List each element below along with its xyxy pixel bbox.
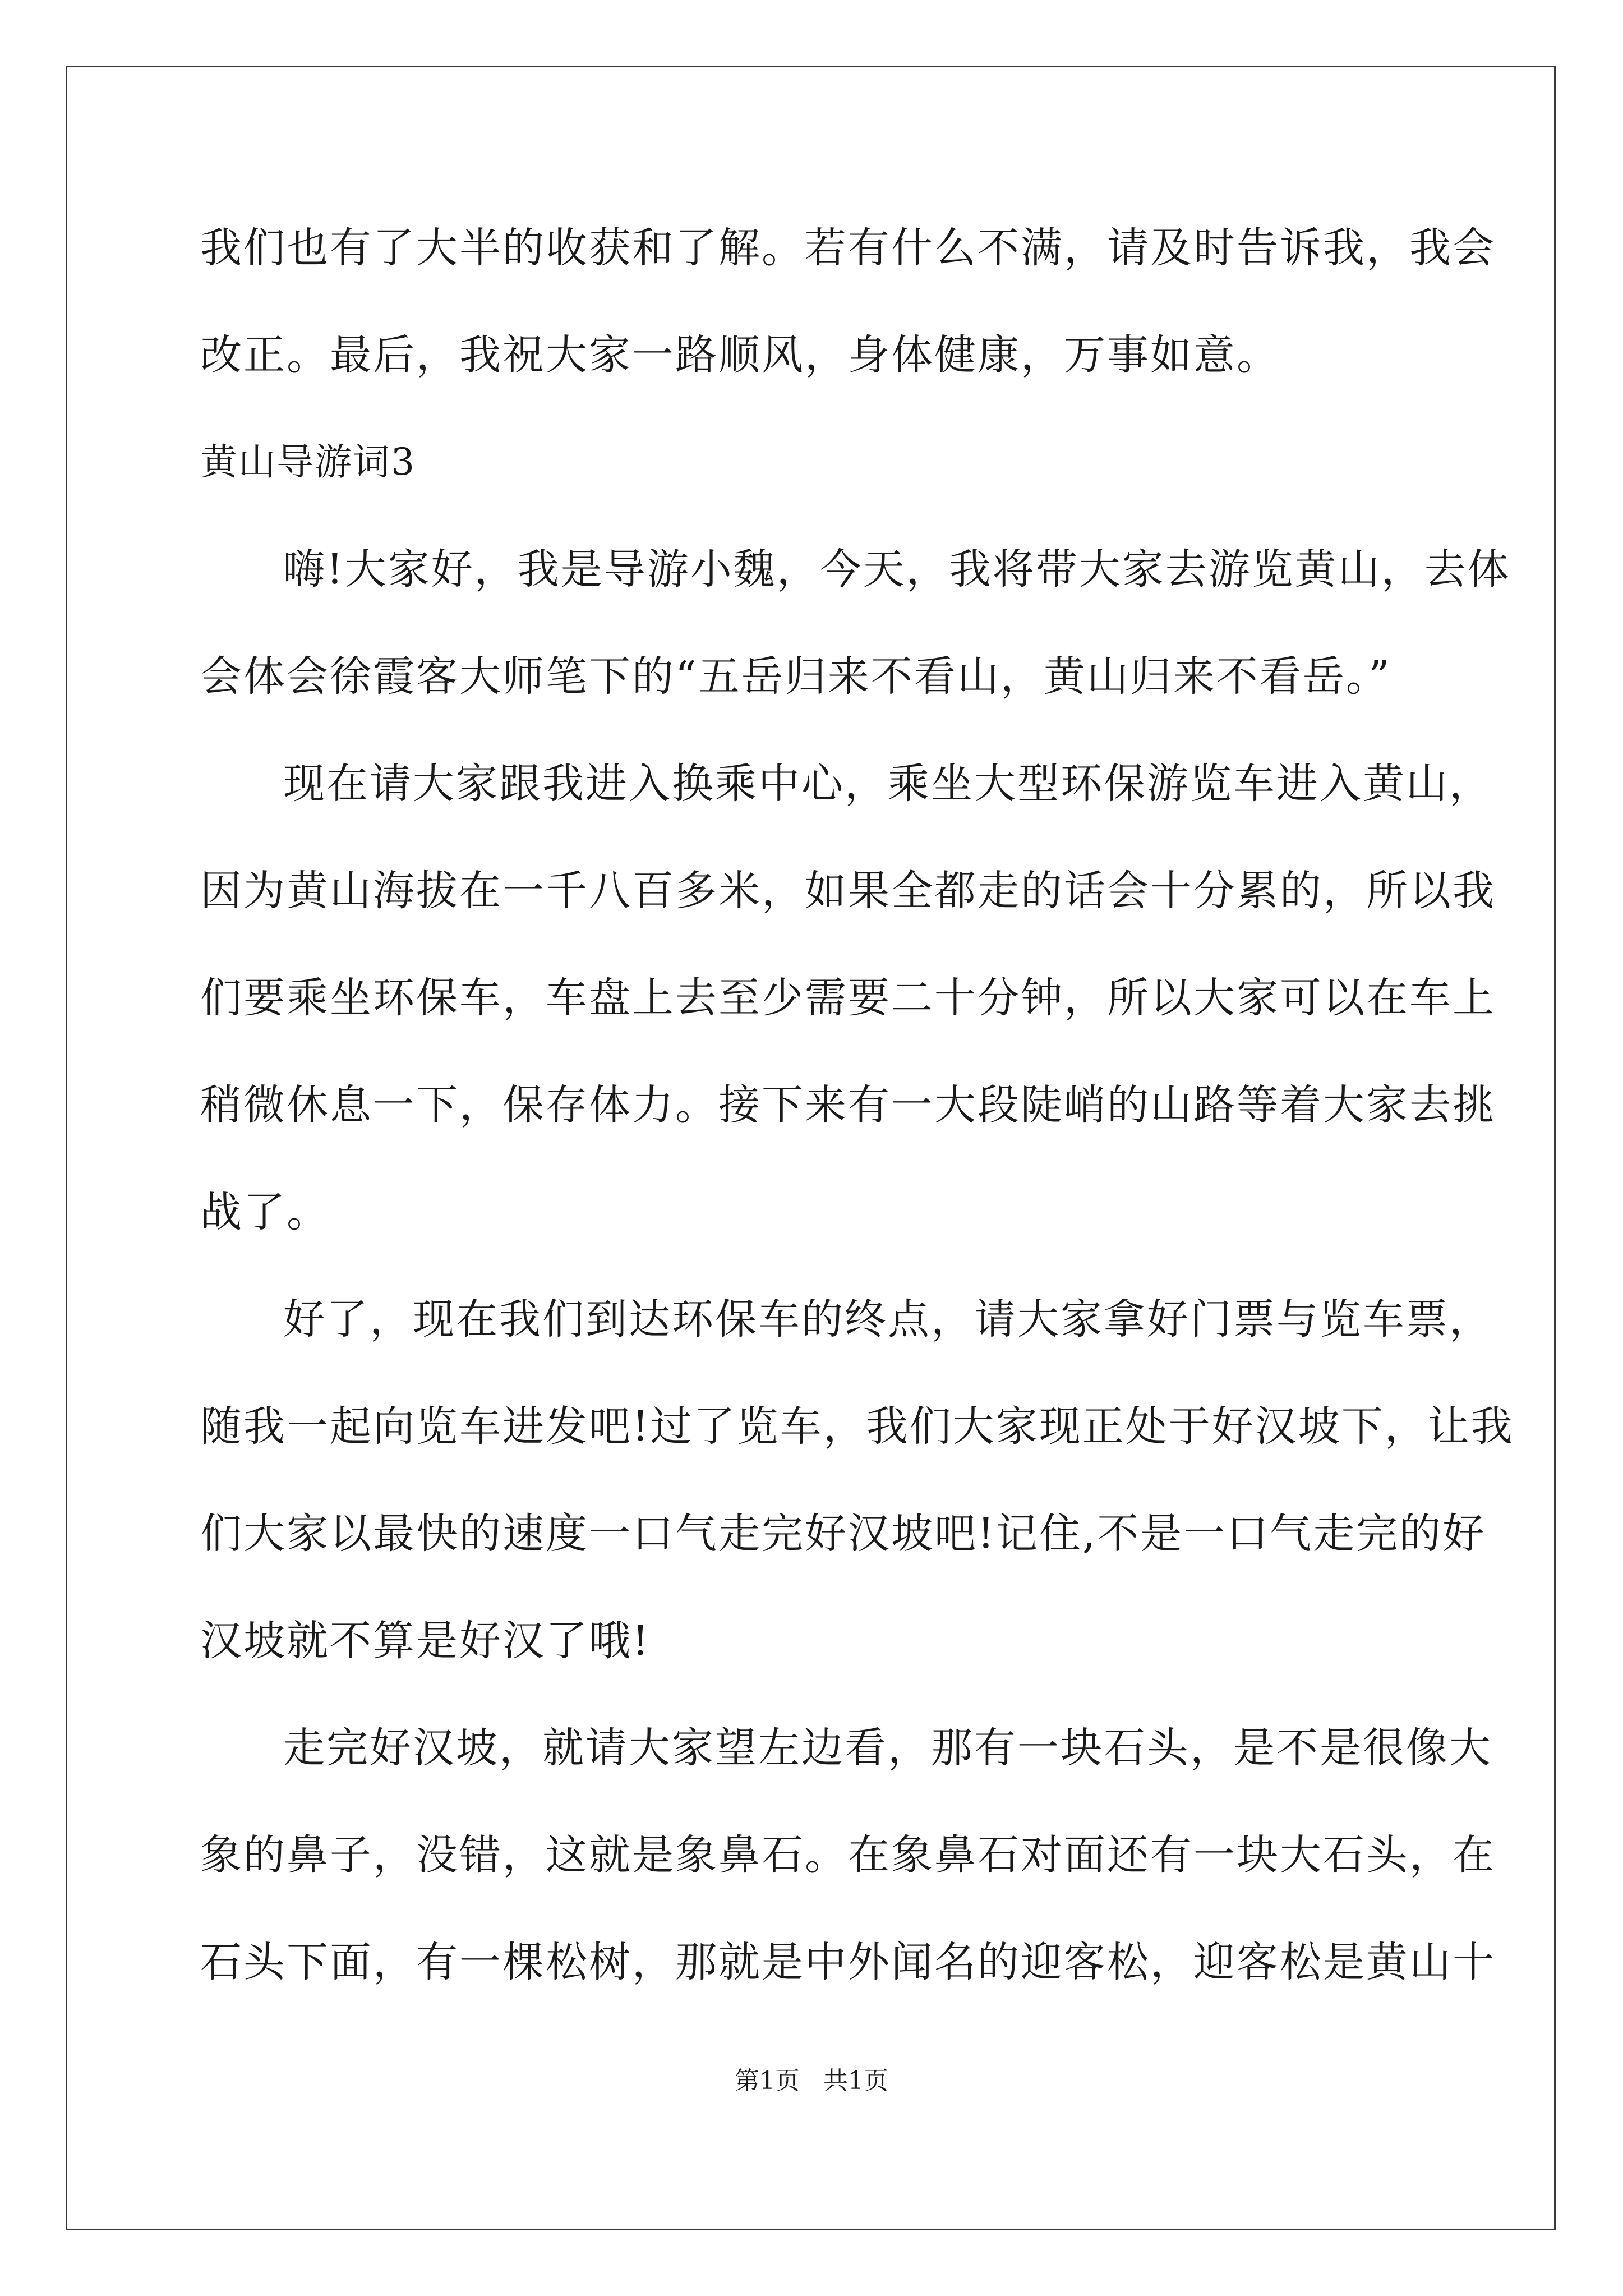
- paragraph-line: 们要乘坐环保车，车盘上去至少需要二十分钟，所以大家可以在车上: [200, 974, 1496, 1022]
- page-border: [66, 66, 1556, 2230]
- paragraph-line: 好了，现在我们到达环保车的终点，请大家拿好门票与览车票，: [283, 1295, 1492, 1343]
- paragraph-line: 石头下面，有一棵松树，那就是中外闻名的迎客松，迎客松是黄山十: [200, 1938, 1496, 1986]
- paragraph-line: 因为黄山海拔在一千八百多米，如果全都走的话会十分累的，所以我: [200, 867, 1496, 915]
- paragraph-line: 我们也有了大半的收获和了解。若有什么不满，请及时告诉我，我会: [200, 224, 1496, 272]
- paragraph-line: 嗨!大家好，我是导游小魏，今天，我将带大家去游览黄山，去体: [283, 545, 1511, 593]
- paragraph-line: 战了。: [200, 1188, 330, 1236]
- paragraph-line: 现在请大家跟我进入换乘中心，乘坐大型环保游览车进入黄山，: [283, 760, 1492, 808]
- paragraph-line: 象的鼻子，没错，这就是象鼻石。在象鼻石对面还有一块大石头，在: [200, 1831, 1496, 1879]
- paragraph-line: 改正。最后，我祝大家一路顺风，身体健康，万事如意。: [200, 331, 1280, 379]
- paragraph-line: 稍微休息一下，保存体力。接下来有一大段陡峭的山路等着大家去挑: [200, 1081, 1496, 1129]
- paragraph-line: 们大家以最快的速度一口气走完好汉坡吧!记住,不是一口气走完的好: [200, 1510, 1486, 1558]
- paragraph-line: 随我一起向览车进发吧!过了览车，我们大家现正处于好汉坡下，让我: [200, 1402, 1514, 1451]
- paragraph-line: 走完好汉坡，就请大家望左边看，那有一块石头，是不是很像大: [283, 1724, 1492, 1772]
- paragraph-line: 会体会徐霞客大师笔下的“五岳归来不看山，黄山归来不看岳。”: [200, 652, 1391, 701]
- page-footer: 第1页 共1页: [735, 2067, 888, 2095]
- paragraph-line: 汉坡就不算是好汉了哦!: [200, 1617, 651, 1665]
- section-heading: 黄山导游词3: [200, 440, 416, 484]
